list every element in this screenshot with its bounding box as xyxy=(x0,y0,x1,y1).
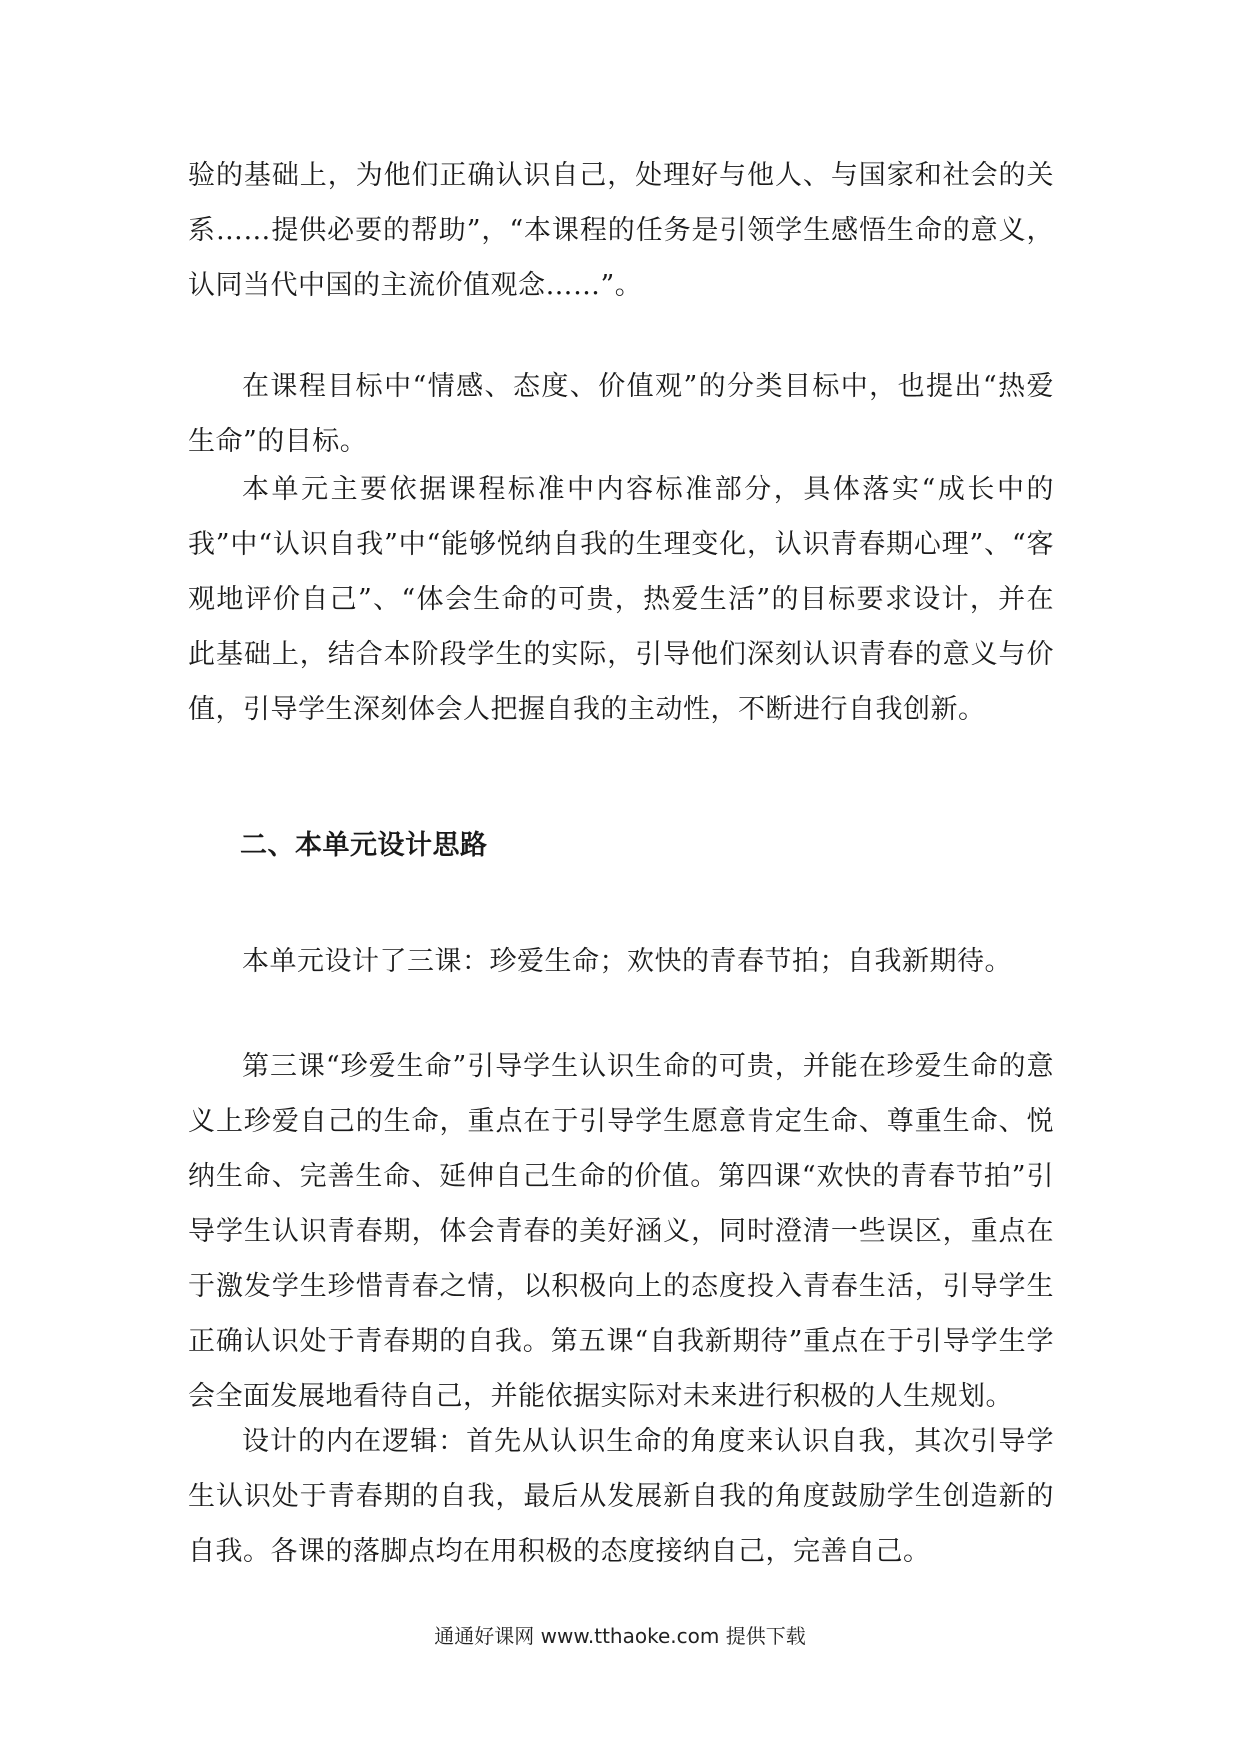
section-heading: 二、本单元设计思路 xyxy=(240,830,488,861)
page-footer: 通通好课网 www.tthaoke.com 提供下载 xyxy=(434,1624,806,1648)
paragraph-continuation: 验的基础上，为他们正确认识自己，处理好与他人、与国家和社会的关系……提供必要的帮助”，“本课程的任务是引领学生感悟生命的意义，认同当代中国的主流价值观念……”。 xyxy=(188,160,1054,301)
paragraph-design-logic: 设计的内在逻辑：首先从认识生命的角度来认识自我，其次引导学生认识处于青春期的自我，最后从发展新自我的角度鼓励学生创造新的自我。各课的落脚点均在用积极的态度接纳自己，完善自己。 xyxy=(188,1426,1054,1567)
paragraph-course-goals: 在课程目标中“情感、态度、价值观”的分类目标中，也提出“热爱生命”的目标。 xyxy=(188,371,1054,457)
paragraph-lesson-details: 第三课“珍爱生命”引导学生认识生命的可贵，并能在珍爱生命的意义上珍爱自己的生命，重点在于引导学生愿意肯定生命、尊重生命、悦纳生命、完善生命、延伸自己生命的价值。第四课“欢快的青春节拍”引导学生认识青春期，体会青春的美好涵义，同时澄清一些误区，重点在于激发学生珍惜青春之情，以积极向上的态度投入青春生活，引导学生正确认识处于青春期的自我。第五课“自我新期待”重点在于引导学生学会全面发展地看待自己，并能依据实际对未来进行积极的人生规划。 xyxy=(188,1051,1054,1412)
paragraph-unit-lessons: 本单元设计了三课：珍爱生命；欢快的青春节拍；自我新期待。 xyxy=(242,946,1012,977)
paragraph-unit-basis: 本单元主要依据课程标准中内容标准部分，具体落实“成长中的我”中“认识自我”中“能够悦纳自我的生理变化，认识青春期心理”、“客观地评价自己”、“体会生命的可贵，热爱生活”的目标要求设计，并在此基础上，结合本阶段学生的实际，引导他们深刻认识青春的意义与价值，引导学生深刻体会人把握自我的主动性，不断进行自我创新。 xyxy=(188,474,1054,725)
